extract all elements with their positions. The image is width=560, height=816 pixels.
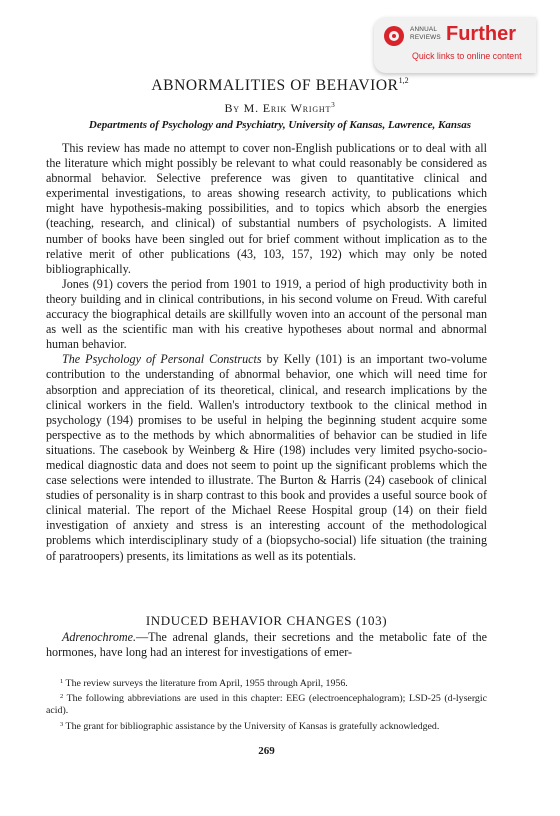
paragraph-jones: Jones (91) covers the period from 1901 to 1919, a period of high productivity both in theory building and in clinical contributions, in his second volume on Freud. With careful accuracy the biographical details are skillfully woven into an account of the personal man as well as the scientific man with his creative hypotheses about normal and abnormal human behavior.	[46, 276, 487, 352]
title-footnote-marks: 1,2	[398, 76, 409, 85]
author-affiliation: Departments of Psychology and Psychiatry, University of Kansas, Lawrence, Kansas	[88, 119, 472, 131]
section-body	[46, 630, 487, 660]
paragraph-kelly: The Psychology of Personal Constructs by Kelly (101) is an important two-volume contribution to the understanding of abnormal behavior, one which will need time for absorption and appreciation of its theoretical, clinical, and research implications by the clinical workers in the field. Wallen's introductory textbook to the clinical method in psychology (194) promises to be useful in helping the beginning student acquire some perspective as to the methods by which abnormalities of behavior can be studied in life situations. The casebook by Weinberg & Hire (198) includes very limited psycho-socio-medical diagnostic data and does not seem to point up the significant problems which the case selections were intended to illustrate. The Burton & Harris (24) casebook of clinical studies of personality is in sharp contrast to this book and provides a useful source book of clinical material. The report of the Michael Reese Hospital group (14) on their field investigation of anxiety and stress is an interesting account of the methodological problems which interdisciplinary study of a (biopsycho-social) life situation (the training of paratroopers) presents, its limitations as well as its potentials.	[46, 352, 487, 563]
paragraph-intro: This review has made no attempt to cover non-English publications or to deal with all the literature which might possibly be relevant to what could reasonably be considered as abnormal behavior. Selective preference was given to quantitative clinical and experimental investigations, to areas showing research activity, to publications which might have hypothesis-making possibilities, and to topics which absorb the energies (teaching, research, and clinical) of substantial numbers of psychologists. A limited number of books have been singled out for brief comment without implication as to the relative merit of other publications (43, 103, 157, 192) which may only be noted bibliographically.	[46, 141, 487, 276]
book-title: The Psychology of Personal Constructs	[62, 352, 262, 367]
annual-reviews-label: ANNUAL REVIEWS	[410, 26, 441, 41]
paragraph-adrenochrome: Adrenochrome.—The adrenal glands, their secretions and the metabolic fate of the hormones, have long had an interest for investigations of emer-	[46, 630, 487, 660]
footnotes	[46, 676, 487, 734]
footnote-2: $^2$ The following abbreviations are used in this chapter: EEG (electroencephalogram); LSD-25 (d-lysergic acid).	[46, 693, 487, 717]
page-number: 269	[258, 745, 275, 757]
main-body	[46, 141, 487, 564]
byline-footnote-mark: 3	[331, 101, 336, 109]
author-byline: By M. Erik Wright$^3$	[224, 101, 336, 115]
annual-reviews-logo-icon	[384, 26, 404, 46]
article-title: ABNORMALITIES OF BEHAVIOR$^{1,2}$	[151, 76, 409, 94]
subsection-title: Adrenochrome.	[62, 630, 136, 644]
footnote-1: $^1$ The review surveys the literature from April, 1955 through April, 1956.	[60, 678, 348, 689]
further-subtitle: Quick links to online content	[412, 51, 522, 61]
footnote-3: $^3$ The grant for bibliographic assistance by the University of Kansas is gratefully acknowledged.	[60, 720, 440, 732]
section-heading: INDUCED BEHAVIOR CHANGES (103)	[145, 613, 388, 628]
further-badge[interactable]	[374, 17, 536, 73]
further-label: Further	[446, 23, 516, 45]
